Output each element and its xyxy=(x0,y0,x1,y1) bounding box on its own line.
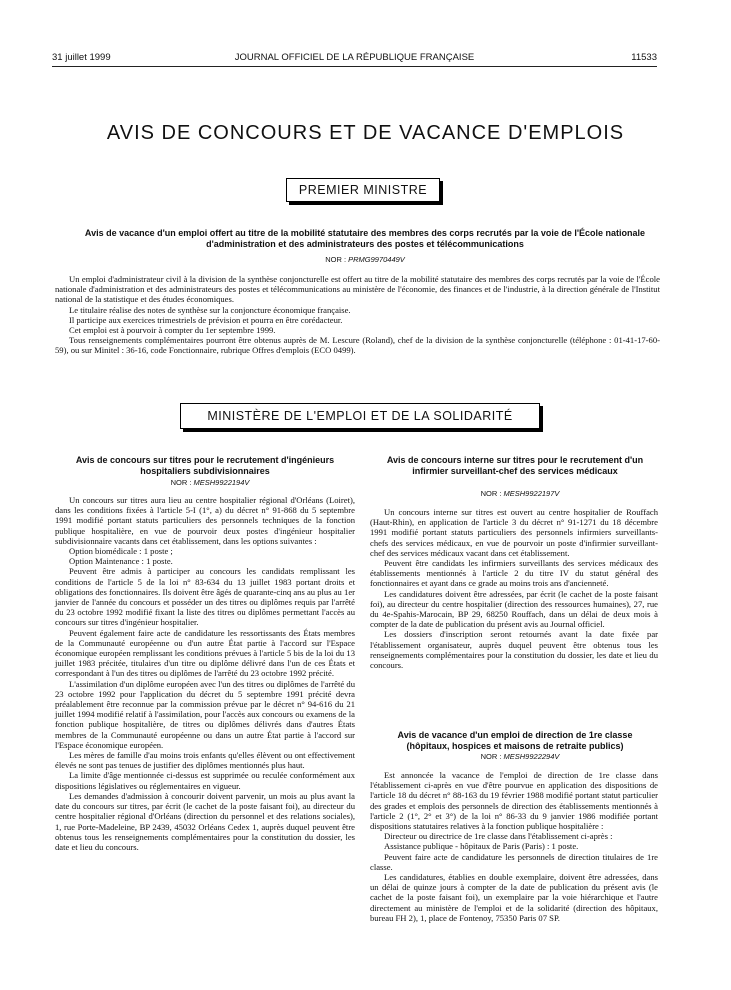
paragraph: Un concours sur titres aura lieu au centre hospitalier régional d'Orléans (Loiret), dans les conditions fixées à l'article 5-I (1°, a) du décret n° 91-868 du 5 septembre 1991 modifié portant statuts particuliers des personnels techniques de la fonction publique hospitalière, en vue de pourvoir deux postes d'ingénieur hospitalier subdivisionnaire vacants dans cet établissement, dans les options suivantes : xyxy=(55,495,355,546)
paragraph: Option biomédicale : 1 poste ; xyxy=(69,546,173,557)
paragraph: Les demandes d'admission à concourir doivent parvenir, un mois au plus avant la date du concours sur titres, par écrit (le cachet de la poste faisant foi), au directeur du centre hospitalier régional d'Orléans (direction du personnel et des relations sociales), 1, rue Porte-Madeleine, BP 2439, 45032 Orléans Cedex 1, auprès duquel peuvent être obtenus tous les renseignements complémentaires pour la constitution du dossier, les date et lieu du concours. xyxy=(55,790,355,852)
notice-title-direction: Avis de vacance d'un emploi de direction de 1re classe (hôpitaux, hospices et maisons de retraite publics) xyxy=(397,730,633,751)
paragraph: Les dossiers d'inscription seront retournés avant la date fixée par l'établissement organisateur, auprès duquel peuvent être obtenus tous les renseignements complémentaires pour la constitution du dossier, les date et lieu du concours. xyxy=(370,629,658,671)
notice-body-infirmier xyxy=(370,507,658,670)
nor-label: NOR : xyxy=(170,478,194,487)
paragraph: La limite d'âge mentionnée ci-dessus est supprimée ou reculée conformément aux dispositions législatives ou réglementaires en vigueur. xyxy=(55,770,355,791)
paragraph: Il participe aux exercices trimestriels de prévision et pourra en être corédacteur. xyxy=(69,314,343,325)
paragraph: Un emploi d'administrateur civil à la division de la synthèse conjoncturelle est offert au titre de la mobilité statutaire des membres des corps recrutés par la voie de l'École nationale d'administration et des administrateurs des postes et télécommunications au ministère de l'économie, des finances et de l'industrie, à la direction générale de l'Institut national de la statistique et des études économiques. xyxy=(55,274,660,305)
paragraph: Le titulaire réalise des notes de synthèse sur la conjoncture économique française. xyxy=(69,304,351,315)
paragraph: Les candidatures, établies en double exemplaire, doivent être adressées, dans un délai de quinze jours à compter de la date de publication du présent avis (le cachet de la poste faisant foi), un exemplaire par la voie hiérarchique et l'autre directement au ministère de l'emploi et de la solidarité (direction des hôpitaux, bureau FH 2), 1, place de Fontenoy, 75350 Paris 07 SP. xyxy=(370,872,658,923)
issue-date: 31 juillet 1999 xyxy=(52,52,111,63)
nor-code: MESH9922197V xyxy=(503,489,560,498)
nor-code: MESH9922294V xyxy=(503,752,560,761)
paragraph: L'assimilation d'un diplôme européen avec l'un des titres ou diplômes de l'arrêté du 23 octobre 1992 pour l'application du décret du 5 septembre 1991 précité devra préalablement être reconnue par la commission prévue par le décret n° 94-616 du 21 juillet 1994 modifié relatif à l'assimilation, pour l'accès aux concours ou examens de la fonction publique hospitalière, de titres ou diplômes délivrés dans d'autres États membres de la Communauté européenne ou dans un autre État partie à l'accord sur l'Espace économique européen. xyxy=(55,678,355,750)
notice-body-direction xyxy=(370,770,658,923)
ministry-box-premier-ministre: PREMIER MINISTRE xyxy=(286,178,440,202)
nor-label: NOR : xyxy=(325,255,349,264)
page-number: 11533 xyxy=(631,52,657,63)
paragraph: Peuvent également faire acte de candidature les ressortissants des États membres de la Communauté européenne ou d'un autre État partie à l'accord sur l'Espace économique européen remplissant les conditions prévues à l'article 5 bis de la loi du 13 juillet 1983 précitée, titulaires d'un titre ou diplôme délivré dans l'un de ces États et correspondant à l'un des titres ou diplômes de l'arrêté du 23 octobre 1992 précité. xyxy=(55,627,355,679)
paragraph: Peuvent être candidats les infirmiers surveillants des services médicaux des établissements mentionnés à l'article 2 du titre IV du statut général des fonctionnaires et ayant dans ce grade au moins trois ans d'ancienneté. xyxy=(370,558,658,589)
notice-title-infirmier: Avis de concours interne sur titres pour le recrutement d'un infirmier surveillant-chef des services médicaux xyxy=(386,455,644,476)
paragraph: Assistance publique - hôpitaux de Paris (Paris) : 1 poste. xyxy=(384,841,579,852)
nor-label: NOR : xyxy=(480,752,504,761)
paragraph: Est annoncée la vacance de l'emploi de direction de 1re classe dans l'établissement ci-après en vue d'être pourvue en application des dispositions de l'article 18 du décret n° 88-163 du 19 février 1988 modifié portant statut particulier des grades et emplois des personnels de direction des établissements mentionnés à l'article 2 (1°, 2° et 3°) de la loi n° 86-33 du 9 janvier 1986 modifiée portant dispositions statutaires relatives à la fonction publique hospitalière : xyxy=(370,770,658,832)
nor-reference xyxy=(420,489,620,498)
nor-code: MESH9922194V xyxy=(193,478,250,487)
nor-reference xyxy=(420,752,620,761)
notice-title-mobilite: Avis de vacance d'un emploi offert au titre de la mobilité statutaire des membres des corps recrutés par la voie de l'École nationale d'administration et des administrateurs des postes et télécommunications xyxy=(84,228,646,249)
ministry-box-emploi-solidarite: MINISTÈRE DE L'EMPLOI ET DE LA SOLIDARITÉ xyxy=(180,403,540,429)
nor-reference xyxy=(250,255,480,264)
paragraph: Cet emploi est à pourvoir à compter du 1er septembre 1999. xyxy=(69,325,276,336)
paragraph: Directeur ou directrice de 1re classe dans l'établissement ci-après : xyxy=(384,831,613,842)
header-rule xyxy=(52,66,657,67)
paragraph: Peuvent faire acte de candidature les personnels de direction titulaires de 1re classe. xyxy=(370,851,658,872)
notice-body-mobilite xyxy=(55,274,660,356)
paragraph: Tous renseignements complémentaires pourront être obtenus auprès de M. Lescure (Roland), chef de la division de la synthèse conjoncturelle (téléphone : 01-41-17-60-59), ou sur Minitel : 36-16, code Fonctionnaire, rubrique Offres d'emplois (ECO 0499). xyxy=(55,335,660,356)
notice-body-ingenieurs xyxy=(55,495,355,852)
notice-title-ingenieurs: Avis de concours sur titres pour le recrutement d'ingénieurs hospitaliers subdivisionnaires xyxy=(75,455,335,476)
paragraph: Un concours interne sur titres est ouvert au centre hospitalier de Rouffach (Haut-Rhin), en application de l'article 3 du décret n° 91-1271 du 18 décembre 1991 modifié portant statuts particuliers des personnels infirmiers surveillants-chefs des services médicaux, en vue de pourvoir un poste d'infirmier surveillant-chef des services médicaux vacant dans cet établissement. xyxy=(370,507,658,558)
paragraph: Les mères de famille d'au moins trois enfants qu'elles élèvent ou ont effectivement élevés ne sont pas tenues de justifier des diplômes mentionnés plus haut. xyxy=(55,750,355,771)
main-title: AVIS DE CONCOURS ET DE VACANCE D'EMPLOIS xyxy=(106,122,625,144)
journal-name: JOURNAL OFFICIEL DE LA RÉPUBLIQUE FRANÇAISE xyxy=(234,52,475,63)
nor-label: NOR : xyxy=(480,489,504,498)
paragraph: Peuvent être admis à participer au concours les candidats remplissant les conditions de l'article 5 de la loi n° 83-634 du 13 juillet 1983 portant droits et obligations des fonctionnaires. Ils doivent être âgés de quarante-cinq ans au plus au 1er janvier de l'année du concours et posséder un des titres ou diplômes requis par l'arrêté du 23 octobre 1992 modifié fixant la liste des titres ou diplômes permettant l'accès au concours sur titres d'ingénieur hospitalier. xyxy=(55,566,355,628)
nor-reference xyxy=(110,478,310,487)
paragraph: Option Maintenance : 1 poste. xyxy=(69,556,173,567)
nor-code: PRMG9970449V xyxy=(348,255,405,264)
paragraph: Les candidatures doivent être adressées, par écrit (le cachet de la poste faisant foi), au directeur du centre hospitalier (direction des ressources humaines), 27, rue du 4e-Spahis-Marocain, BP 29, 68250 Rouffach, dans un délai de deux mois à compter de la date de publication du présent avis au Journal officiel. xyxy=(370,588,658,630)
